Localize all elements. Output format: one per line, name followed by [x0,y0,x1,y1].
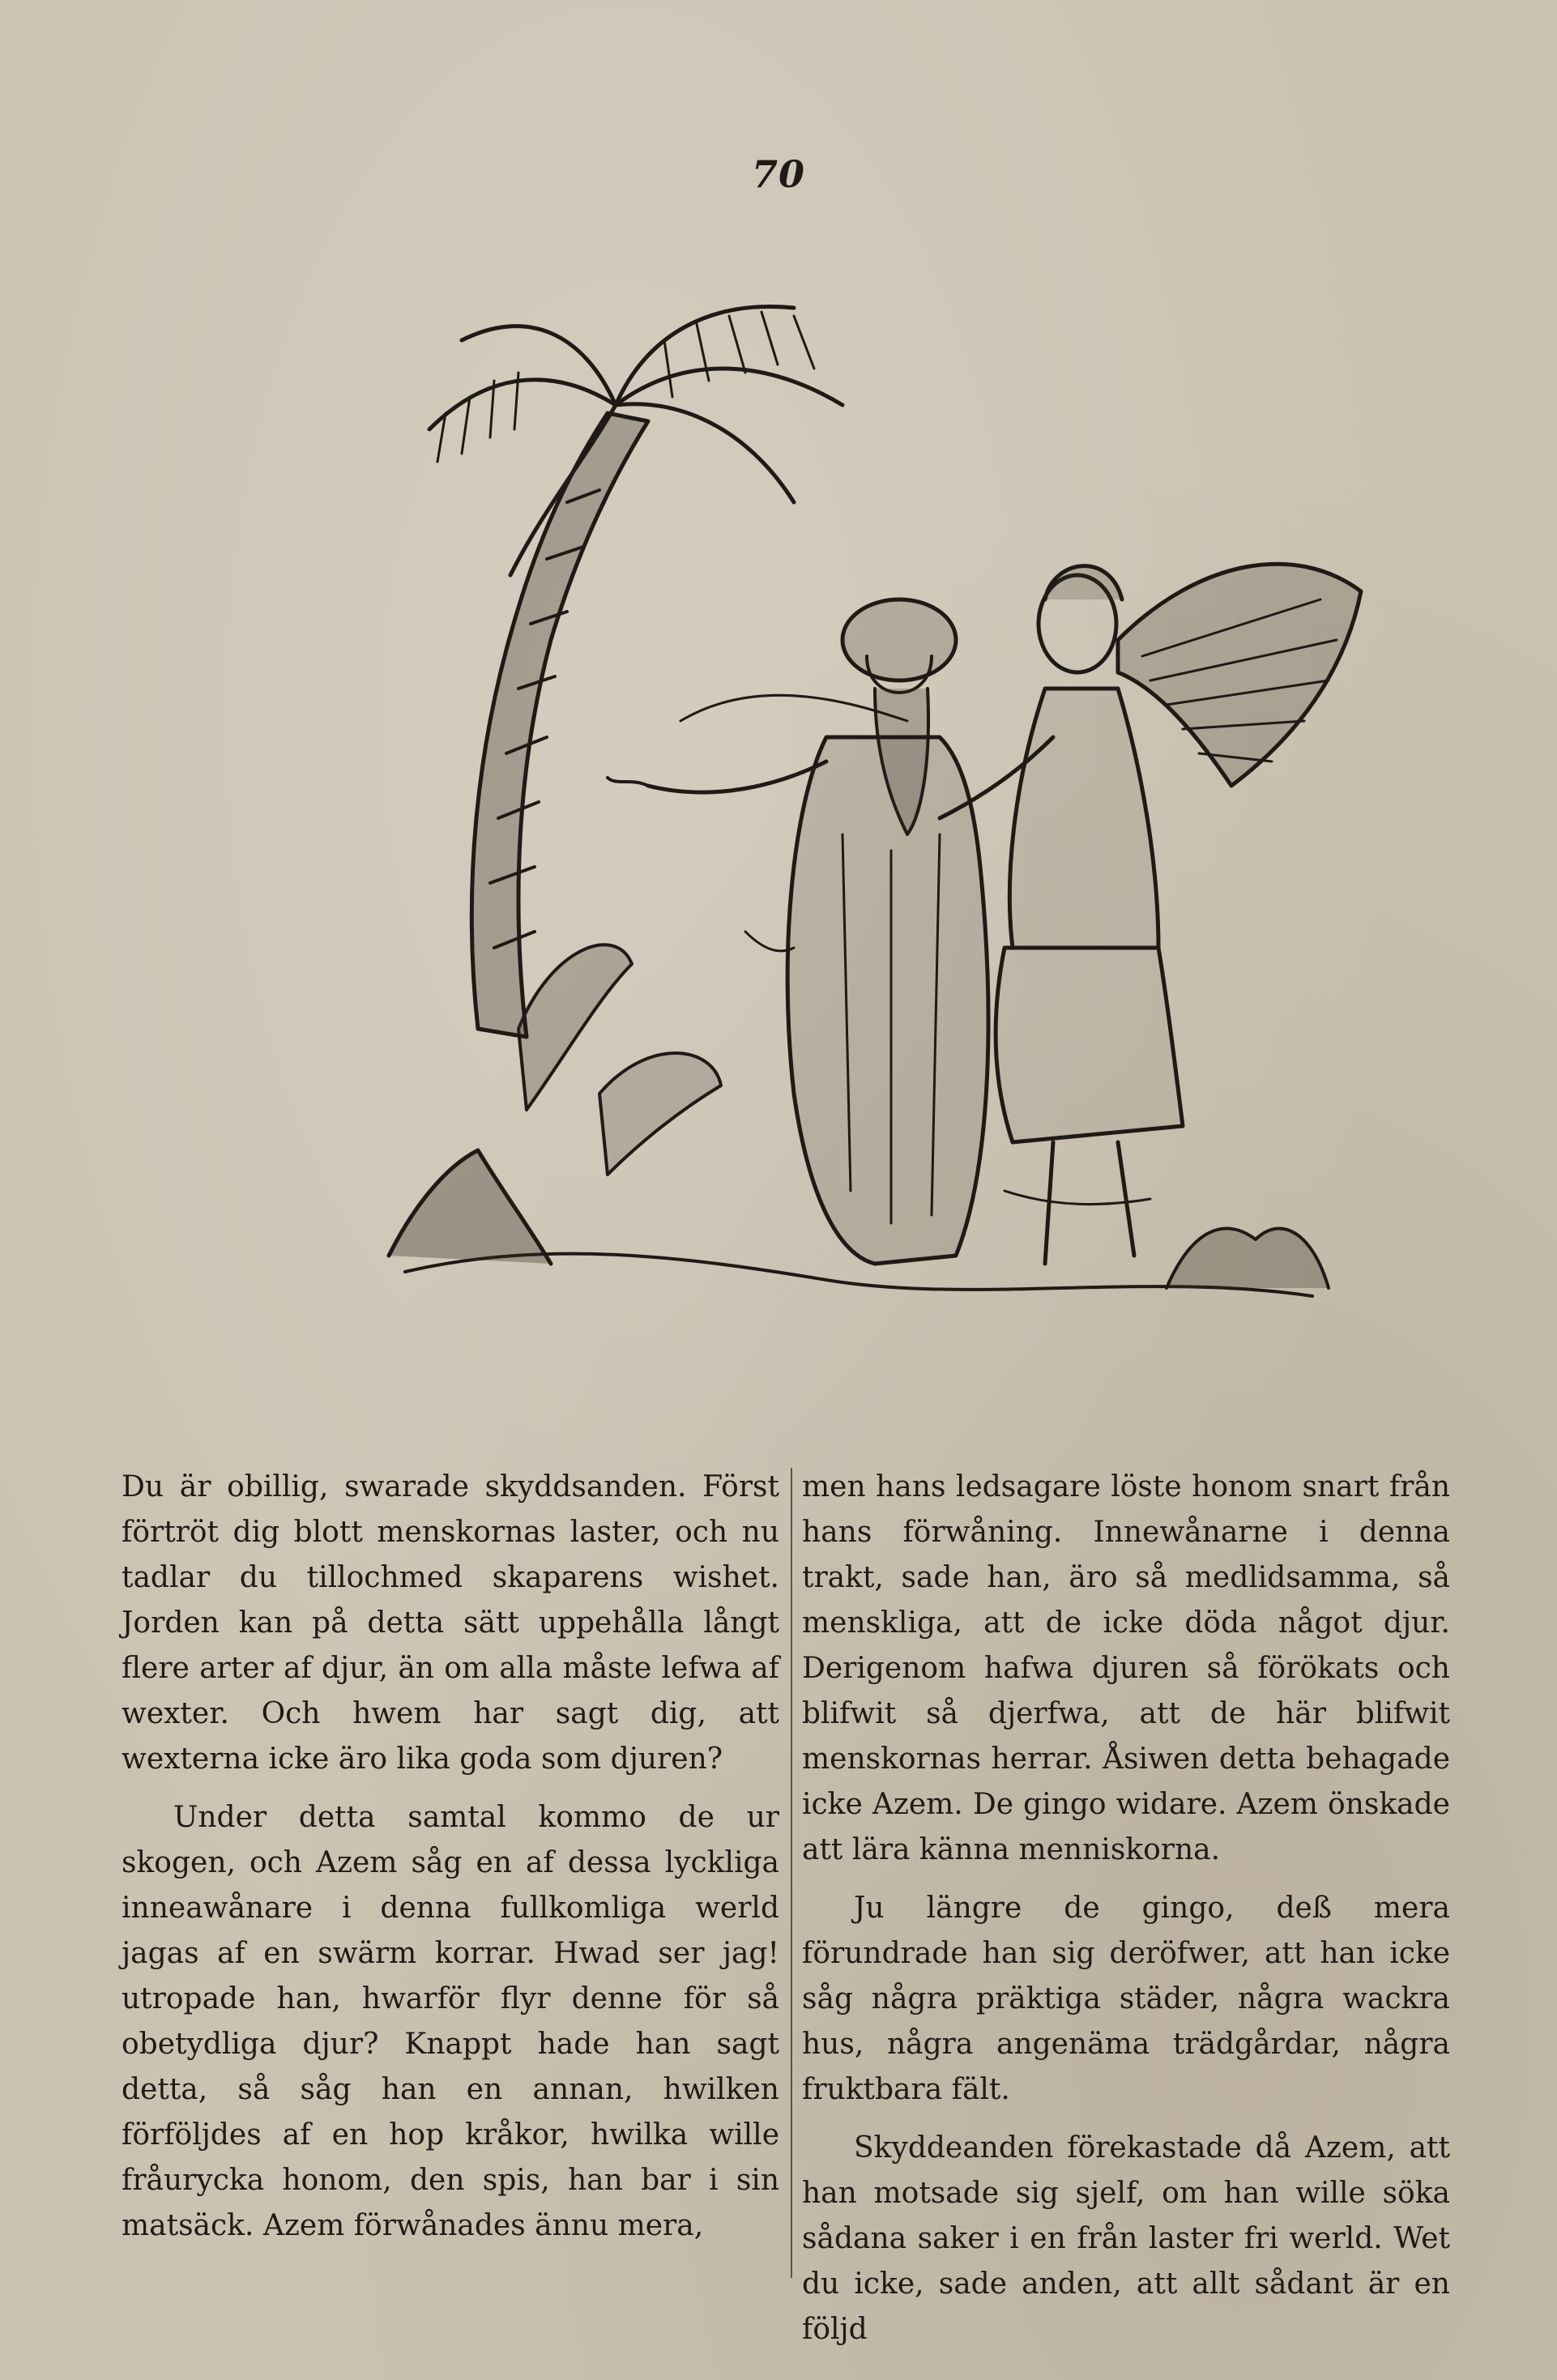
man-hand [608,778,648,786]
engraving-illustration [340,219,1458,1434]
paragraph: Under detta samtal kommo de ur skogen, och Azem såg en af dessa lyckliga inneawånare i denna fullkomliga werld jagas af en swärm korrar. Hwad ser jag! utropade han, hwarför flyr denne för så obetydliga djur? Knappt hade han sagt detta, så såg han en annan, hwilken förföljdes af en hop kråkor, hwilka wille fråurycka honom, den spis, han bar i sin matsäck. Azem förwånades ännu mera, [122,1801,779,2242]
foreground-bush-left [389,1150,551,1264]
angel-wing [1118,564,1361,786]
man-arm [648,761,826,792]
angel-hair [1045,566,1122,599]
angel-skirt [996,948,1183,1142]
paragraph: men hans ledsagare löste honom snart från hans förwåning. Innewånarne i denna trakt, sade han, äro så medlidsamma, så menskliga, att de icke döda något djur. Derigenom hafwa djuren så förökats och blifwit så djerfwa, att de här blifwit menskornas herrar. Åsiwen detta behagade icke Azem. De gingo widare. Azem önskade att lära känna menniskorna. [802,1470,1450,1866]
text-column-right [802,1465,1450,2352]
palm-trunk [471,413,648,1037]
page-number: 70 [751,152,805,196]
foreground-bush-right [1167,1229,1329,1289]
column-divider [791,1468,792,2278]
man-robe [787,737,988,1264]
palm-frond [429,380,616,429]
palm-frond [616,369,842,405]
paragraph: Skyddeanden förekastade då Azem, att han motsade sig sjelf, om han wille söka sådana saker i en från laster fri werld. Wet du icke, sade anden, att allt sådant är en följd [802,2131,1450,2346]
paragraph: Du är obillig, swarade skyddsanden. Först förtröt dig blott menskornas laster, och nu tadlar du tillochmed skaparens wishet. Jorden kan på detta sätt uppehålla långt flere arter af djur, än om alla måste lefwa af wexter. Och hwem har sagt dig, att wexterna icke äro lika goda som djuren? [122,1470,779,1776]
background-hill [680,695,907,721]
turban [842,599,956,680]
angel-tunic [1009,689,1158,948]
leaf-shape-2 [599,1053,721,1175]
text-column-left [122,1465,779,2249]
paragraph: Ju längre de gingo, deß mera förundrade han sig deröfwer, att han icke såg några präktiga städer, några wackra hus, några angenäma trädgårdar, några fruktbara fält. [802,1892,1450,2106]
